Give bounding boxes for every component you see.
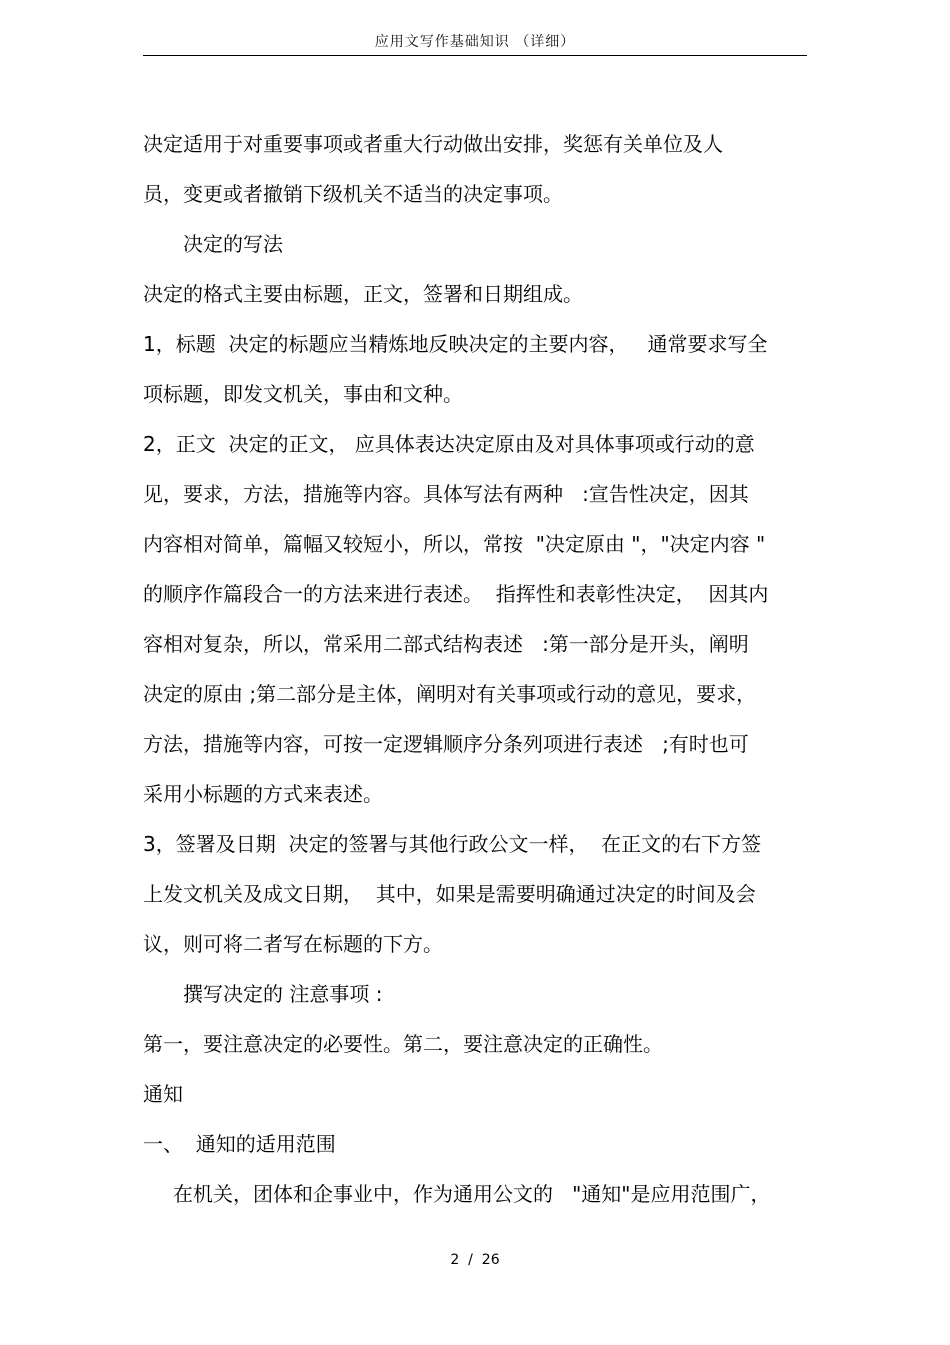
body-line: 3，签署及日期 决定的签署与其他行政公文一样， 在正文的右下方签 — [143, 832, 762, 856]
body-line: 采用小标题的方式来表述。 — [143, 782, 383, 806]
section-heading: 一、 通知的适用范围 — [143, 1132, 336, 1156]
body-line: 决定的原由 ;第二部分是主体，阐明对有关事项或行动的意见，要求， — [143, 682, 757, 706]
section-heading: 通知 — [143, 1082, 183, 1106]
body-line: 容相对复杂，所以，常采用二部式结构表述 :第一部分是开头，阐明 — [143, 632, 749, 656]
body-line: 项标题，即发文机关，事由和文种。 — [143, 382, 463, 406]
page-number: 2 / 26 — [450, 1252, 500, 1268]
body-line: 第一，要注意决定的必要性。第二，要注意决定的正确性。 — [143, 1032, 663, 1056]
body-line: 2，正文 决定的正文， 应具体表达决定原由及对具体事项或行动的意 — [143, 432, 755, 456]
body-line: 内容相对简单，篇幅又较短小，所以，常按 "决定原由 "，"决定内容 " — [143, 532, 766, 556]
body-line: 员，变更或者撤销下级机关不适当的决定事项。 — [143, 182, 563, 206]
body-line: 1，标题 决定的标题应当精炼地反映决定的主要内容， 通常要求写全 — [143, 332, 768, 356]
body-line: 议，则可将二者写在标题的下方。 — [143, 932, 443, 956]
section-heading: 撰写决定的 注意事项 : — [183, 982, 383, 1006]
body-line: 见，要求，方法，措施等内容。具体写法有两种 :宣告性决定，因其 — [143, 482, 749, 506]
body-line: 决定适用于对重要事项或者重大行动做出安排，奖惩有关单位及人 — [143, 132, 723, 156]
section-heading: 决定的写法 — [183, 232, 283, 256]
body-line: 上发文机关及成文日期， 其中，如果是需要明确通过决定的时间及会 — [143, 882, 756, 906]
body-line: 方法，措施等内容，可按一定逻辑顺序分条列项进行表述 ;有时也可 — [143, 732, 749, 756]
header-divider — [143, 55, 807, 56]
body-line: 在机关，团体和企事业中，作为通用公文的 "通知"是应用范围广， — [173, 1182, 771, 1206]
body-line: 决定的格式主要由标题，正文，签署和日期组成。 — [143, 282, 583, 306]
body-line: 的顺序作篇段合一的方法来进行表述。 指挥性和表彰性决定， 因其内 — [143, 582, 769, 606]
page-header-title: 应用文写作基础知识 （详细） — [374, 34, 576, 50]
